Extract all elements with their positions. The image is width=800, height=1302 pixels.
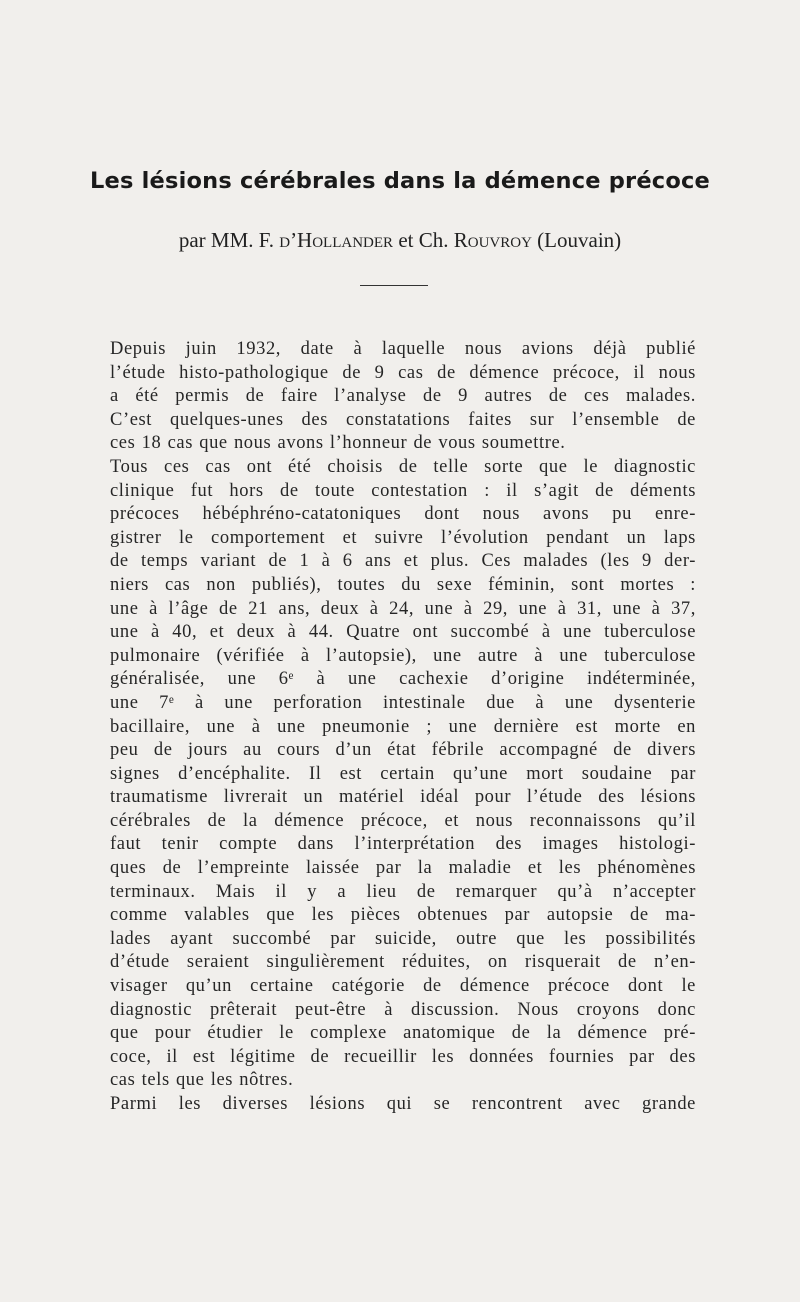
body-line: de temps variant de 1 à 6 ans et plus. Ces malades (les 9 der- bbox=[110, 551, 696, 572]
body-line: une à l’âge de 21 ans, deux à 24, une à 29, une à 31, une à 37, bbox=[110, 598, 696, 619]
body-line: une 7ᵉ à une perforation intestinale due à une dysenterie bbox=[110, 692, 696, 713]
title-separator-rule bbox=[360, 285, 428, 286]
body-line: Depuis juin 1932, date à laquelle nous avions déjà publié bbox=[110, 339, 696, 359]
body-line: bacillaire, une à une pneumonie ; une dernière est morte en bbox=[110, 716, 696, 737]
body-line: clinique fut hors de toute contestation : il s’agit de déments bbox=[110, 480, 696, 501]
body-line: pulmonaire (vérifiée à l’autopsie), une autre à une tuberculose bbox=[110, 645, 696, 666]
body-line: lades ayant succombé par suicide, outre que les possibilités bbox=[110, 928, 696, 949]
byline-author-2: Rouvroy bbox=[453, 228, 532, 252]
body-line: C’est quelques-unes des constatations faites sur l’ensemble de bbox=[110, 409, 696, 430]
body-line: visager qu’un certaine catégorie de démence précoce dont le bbox=[110, 976, 696, 997]
byline-suffix: (Louvain) bbox=[531, 228, 622, 252]
body-line: une à 40, et deux à 44. Quatre ont succombé à une tuberculose bbox=[110, 622, 696, 643]
body-line: ques de l’empreinte laissée par la maladie et les phénomènes bbox=[110, 858, 696, 879]
body-line: traumatisme livrerait un matériel idéal pour l’étude des lésions bbox=[110, 787, 696, 808]
body-line: a été permis de faire l’analyse de 9 autres de ces malades. bbox=[110, 386, 696, 407]
body-line: d’étude seraient singulièrement réduites, on risquerait de n’en- bbox=[110, 952, 696, 973]
body-line: cas tels que les nôtres. bbox=[110, 1070, 294, 1091]
body-line: signes d’encéphalite. Il est certain qu’une mort soudaine par bbox=[110, 763, 696, 784]
body-line: gistrer le comportement et suivre l’évolution pendant un laps bbox=[110, 527, 696, 548]
body-line: faut tenir compte dans l’interprétation des images histologi- bbox=[110, 834, 696, 855]
body-line: ces 18 cas que nous avons l’honneur de vous soumettre. bbox=[110, 433, 566, 454]
body-line: diagnostic prêterait peut-être à discussion. Nous croyons donc bbox=[110, 999, 696, 1020]
body-line: niers cas non publiés), toutes du sexe féminin, sont mortes : bbox=[110, 574, 696, 595]
article-byline bbox=[60, 228, 740, 253]
byline-prefix: par MM. F. bbox=[178, 228, 280, 252]
byline-middle: et Ch. bbox=[393, 228, 454, 252]
body-line: généralisée, une 6ᵉ à une cachexie d’origine indéterminée, bbox=[110, 669, 696, 690]
body-line: cérébrales de la démence précoce, et nous reconnaissons qu’il bbox=[110, 810, 696, 831]
body-line: peu de jours au cours d’un état fébrile accompagné de divers bbox=[110, 740, 696, 761]
body-line: comme valables que les pièces obtenues par autopsie de ma- bbox=[110, 905, 696, 926]
body-line: que pour étudier le complexe anatomique de la démence pré- bbox=[110, 1023, 696, 1044]
article-title: Les lésions cérébrales dans la démence précoce bbox=[90, 168, 710, 194]
body-line: Tous ces cas ont été choisis de telle sorte que le diagnostic bbox=[110, 456, 696, 477]
body-line: précoces hébéphréno-catatoniques dont nous avons pu enre- bbox=[110, 504, 696, 525]
body-line: coce, il est légitime de recueillir les données fournies par des bbox=[110, 1046, 696, 1067]
body-line: Parmi les diverses lésions qui se rencontrent avec grande bbox=[110, 1094, 696, 1114]
body-line: l’étude histo-pathologique de 9 cas de démence précoce, il nous bbox=[110, 362, 696, 383]
article-body bbox=[110, 338, 696, 1117]
byline-author-1: d’Hollander bbox=[279, 228, 394, 252]
body-line: terminaux. Mais il y a lieu de remarquer qu’à n’accepter bbox=[110, 881, 696, 902]
